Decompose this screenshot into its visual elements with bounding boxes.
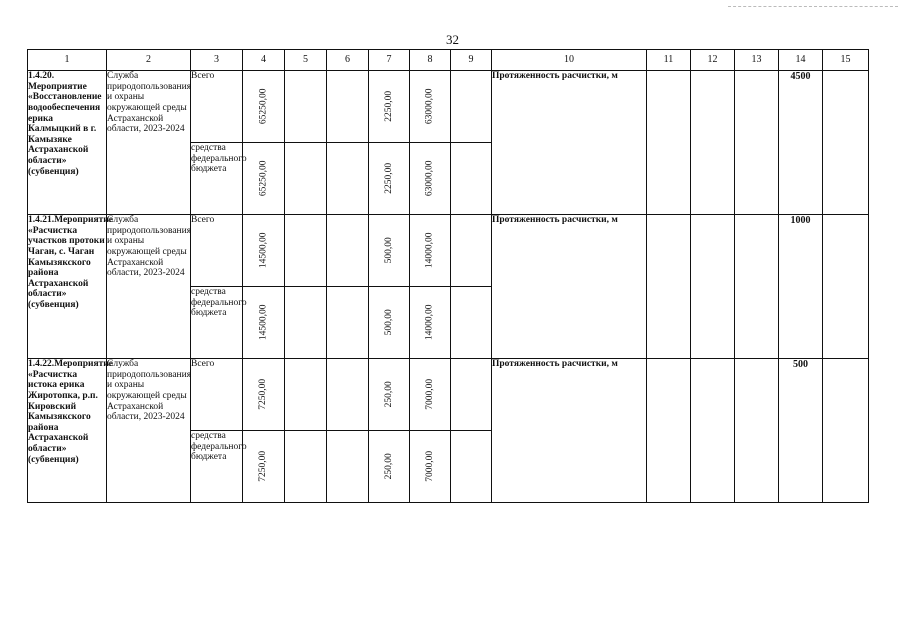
amount-value: 7000,00 (424, 451, 435, 482)
empty-cell (451, 71, 492, 143)
amount-cell (369, 71, 410, 143)
amount-cell (243, 287, 285, 359)
empty-cell (451, 359, 492, 431)
col-header: 2 (107, 50, 191, 71)
table-row (28, 359, 869, 431)
empty-cell (327, 287, 369, 359)
empty-cell (285, 287, 327, 359)
indicator-cell: Протяженность расчистки, м (492, 71, 647, 215)
empty-cell (691, 71, 735, 215)
amount-cell (410, 71, 451, 143)
col-header: 13 (735, 50, 779, 71)
top-rule (728, 6, 898, 7)
amount-value: 14500,00 (258, 232, 269, 269)
page-number: 32 (446, 32, 459, 47)
empty-cell (451, 287, 492, 359)
amount-value: 7000,00 (424, 379, 435, 410)
measure-cell: 1.4.20. Мероприятие «Восстановление водообеспечения ерика Калмыцкий в г. Камызяке Астраханской области» (субвенция) (28, 71, 107, 215)
indicator-value-cell: 500 (779, 359, 823, 503)
source-cell: средства федерального бюджета (191, 287, 243, 359)
amount-cell (243, 71, 285, 143)
table-row (28, 71, 869, 143)
amount-value: 63000,00 (424, 160, 435, 197)
empty-cell (691, 359, 735, 503)
indicator-cell: Протяженность расчистки, м (492, 215, 647, 359)
empty-cell (327, 215, 369, 287)
amount-value: 14500,00 (258, 304, 269, 341)
empty-cell (823, 71, 869, 215)
executor-cell: Служба природопользования и охраны окружающей среды Астраханской области, 2023-2024 (107, 71, 191, 215)
col-header: 5 (285, 50, 327, 71)
program-table (27, 49, 869, 503)
col-header: 9 (451, 50, 492, 71)
amount-cell (410, 359, 451, 431)
empty-cell (647, 359, 691, 503)
empty-cell (735, 71, 779, 215)
empty-cell (647, 71, 691, 215)
header-row (28, 50, 869, 71)
measure-cell: 1.4.22.Мероприятие «Расчистка истока ерика Жиротопка, р.п. Кировский Камызякского района Астраханской области» (субвенция) (28, 359, 107, 503)
amount-cell (243, 359, 285, 431)
amount-value: 14000,00 (424, 232, 435, 269)
empty-cell (823, 215, 869, 359)
amount-value: 500,00 (383, 237, 394, 264)
col-header: 15 (823, 50, 869, 71)
amount-cell (410, 431, 451, 503)
col-header: 12 (691, 50, 735, 71)
empty-cell (735, 359, 779, 503)
amount-cell (410, 287, 451, 359)
table-row (28, 215, 869, 287)
col-header: 4 (243, 50, 285, 71)
amount-cell (369, 359, 410, 431)
col-header: 3 (191, 50, 243, 71)
source-cell: средства федерального бюджета (191, 431, 243, 503)
empty-cell (285, 215, 327, 287)
amount-value: 65250,00 (258, 88, 269, 125)
amount-value: 2250,00 (383, 91, 394, 122)
amount-cell (410, 215, 451, 287)
amount-value: 250,00 (383, 453, 394, 480)
indicator-cell: Протяженность расчистки, м (492, 359, 647, 503)
empty-cell (327, 431, 369, 503)
col-header: 14 (779, 50, 823, 71)
empty-cell (285, 143, 327, 215)
col-header: 7 (369, 50, 410, 71)
amount-value: 63000,00 (424, 88, 435, 125)
empty-cell (285, 431, 327, 503)
col-header: 10 (492, 50, 647, 71)
empty-cell (327, 359, 369, 431)
amount-value: 14000,00 (424, 304, 435, 341)
empty-cell (327, 143, 369, 215)
amount-cell (243, 215, 285, 287)
empty-cell (285, 71, 327, 143)
amount-cell (243, 143, 285, 215)
amount-cell (243, 431, 285, 503)
executor-cell: Служба природопользования и охраны окружающей среды Астраханской области, 2023-2024 (107, 215, 191, 359)
empty-cell (451, 431, 492, 503)
amount-value: 7250,00 (258, 451, 269, 482)
indicator-value-cell: 1000 (779, 215, 823, 359)
col-header: 11 (647, 50, 691, 71)
source-cell: Всего (191, 215, 243, 287)
amount-cell (410, 143, 451, 215)
amount-value: 250,00 (383, 381, 394, 408)
amount-cell (369, 143, 410, 215)
amount-value: 7250,00 (258, 379, 269, 410)
empty-cell (735, 215, 779, 359)
amount-cell (369, 215, 410, 287)
col-header: 1 (28, 50, 107, 71)
source-cell: Всего (191, 71, 243, 143)
indicator-value-cell: 4500 (779, 71, 823, 215)
empty-cell (451, 215, 492, 287)
empty-cell (451, 143, 492, 215)
empty-cell (647, 215, 691, 359)
executor-cell: Служба природопользования и охраны окружающей среды Астраханской области, 2023-2024 (107, 359, 191, 503)
source-cell: Всего (191, 359, 243, 431)
empty-cell (691, 215, 735, 359)
amount-cell (369, 431, 410, 503)
empty-cell (285, 359, 327, 431)
col-header: 6 (327, 50, 369, 71)
amount-value: 2250,00 (383, 163, 394, 194)
empty-cell (327, 71, 369, 143)
amount-cell (369, 287, 410, 359)
col-header: 8 (410, 50, 451, 71)
amount-value: 65250,00 (258, 160, 269, 197)
source-cell: средства федерального бюджета (191, 143, 243, 215)
amount-value: 500,00 (383, 309, 394, 336)
empty-cell (823, 359, 869, 503)
measure-cell: 1.4.21.Мероприятие «Расчистка участков протоки Чаган, с. Чаган Камызякского района Астраханской области» (субвенция) (28, 215, 107, 359)
